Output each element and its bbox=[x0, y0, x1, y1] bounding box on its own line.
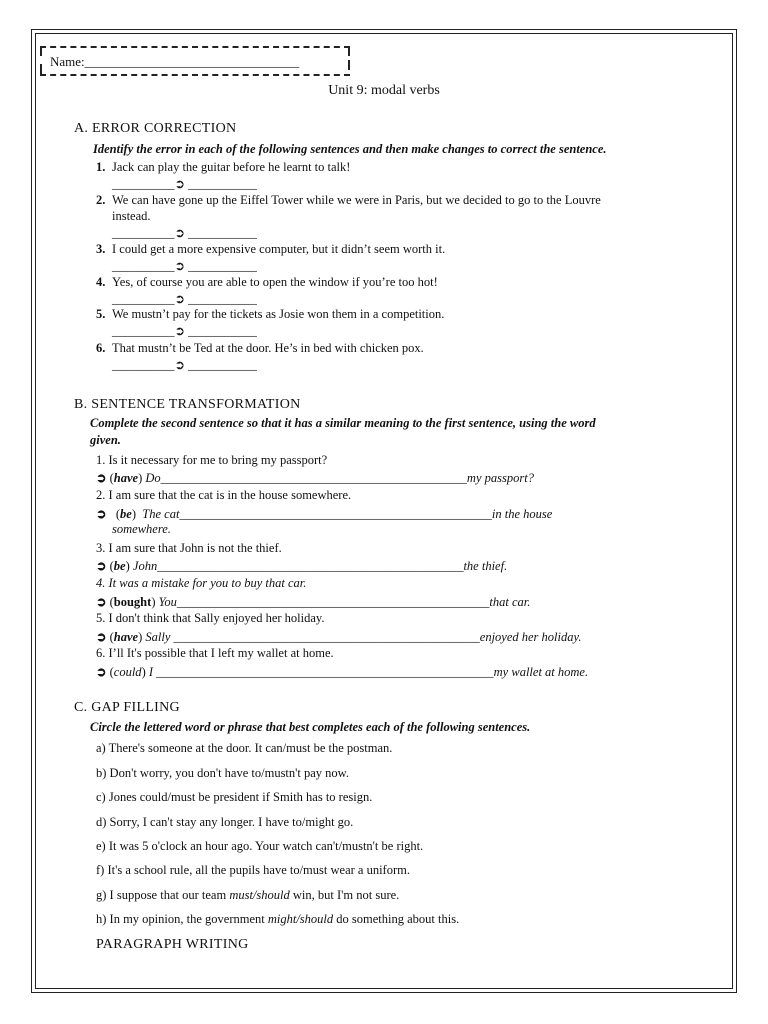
answer-line[interactable]: __________➲ ___________ bbox=[112, 358, 257, 372]
gap-fill-item: d) Sorry, I can't stay any longer. I have to/might go. bbox=[96, 815, 354, 829]
transformation-line: ➲ (have) Sally _________________________________________________enjoyed her holiday. bbox=[96, 630, 582, 644]
prompt-sentence: 6. I’ll It's possible that I left my wallet at home. bbox=[96, 646, 334, 660]
transformation-line: ➲ (have) Do_________________________________________________my passport? bbox=[96, 471, 534, 485]
answer-line[interactable]: __________➲ ___________ bbox=[112, 324, 257, 338]
sentence: I could get a more expensive computer, but it didn’t seem worth it. bbox=[112, 242, 446, 256]
arrow-icon: ➲ bbox=[96, 507, 107, 521]
transformation-line: ➲ (be) John_________________________________________________the thief. bbox=[96, 559, 508, 573]
name-field[interactable]: Name:_________________________________ bbox=[50, 54, 300, 69]
section-b-instruction-cont: given. bbox=[90, 433, 121, 447]
prompt-sentence: 2. I am sure that the cat is in the house somewhere. bbox=[96, 488, 352, 502]
answer-blank[interactable]: _________________________________________________ bbox=[160, 471, 467, 485]
answer-blank[interactable]: __________________________________________________ bbox=[179, 507, 492, 521]
gap-fill-item: g) I suppose that our team must/should win, but I'm not sure. bbox=[96, 888, 400, 902]
arrow-icon: ➲ bbox=[96, 630, 107, 644]
prompt-sentence: 1. Is it necessary for me to bring my passport? bbox=[96, 453, 328, 467]
given-word: have bbox=[113, 630, 139, 644]
prompt-sentence: 5. I don't think that Sally enjoyed her holiday. bbox=[96, 611, 325, 625]
arrow-icon: ➲ bbox=[96, 665, 107, 679]
transformation-line: ➲ (could) I ______________________________________________________my wallet at home. bbox=[96, 665, 589, 679]
transformation-line: ➲ (bought) You__________________________________________________that car. bbox=[96, 595, 531, 609]
sentence: Yes, of course you are able to open the window if you’re too hot! bbox=[112, 275, 438, 289]
given-word: have bbox=[113, 471, 139, 485]
given-word: be bbox=[120, 507, 132, 521]
answer-line[interactable]: __________➲ ___________ bbox=[112, 292, 257, 306]
sentence: We mustn’t pay for the tickets as Josie won them in a competition. bbox=[112, 307, 445, 321]
given-word: could bbox=[113, 665, 142, 679]
section-b-instruction: Complete the second sentence so that it has a similar meaning to the first sentence, using the word bbox=[90, 416, 596, 430]
section-c-instruction: Circle the lettered word or phrase that best completes each of the following sentences. bbox=[90, 720, 531, 734]
sentence: Jack can play the guitar before he learnt to talk! bbox=[112, 160, 351, 174]
section-b-heading: B. SENTENCE TRANSFORMATION bbox=[74, 397, 301, 412]
worksheet-title: Unit 9: modal verbs bbox=[328, 83, 440, 98]
section-c-heading: C. GAP FILLING bbox=[74, 700, 180, 715]
gap-fill-item: c) Jones could/must be president if Smith has to resign. bbox=[96, 790, 373, 804]
answer-line[interactable]: __________➲ ___________ bbox=[112, 226, 257, 240]
gap-fill-item: a) There's someone at the door. It can/must be the postman. bbox=[96, 741, 393, 755]
given-word: be bbox=[113, 559, 126, 573]
transformation-line: ➲ (be) The cat__________________________________________________in the house bbox=[96, 507, 553, 521]
answer-line[interactable]: __________➲ ___________ bbox=[112, 177, 257, 191]
arrow-icon: ➲ bbox=[96, 595, 107, 609]
answer-blank[interactable]: _________________________________________________ bbox=[157, 559, 464, 573]
prompt-sentence: 3. I am sure that John is not the thief. bbox=[96, 541, 282, 555]
given-word: bought bbox=[113, 595, 152, 609]
arrow-icon: ➲ bbox=[96, 471, 107, 485]
answer-blank[interactable]: _________________________________________________ bbox=[173, 630, 480, 644]
sentence: That mustn’t be Ted at the door. He’s in bed with chicken pox. bbox=[112, 341, 424, 355]
gap-fill-item: e) It was 5 o'clock an hour ago. Your watch can't/mustn't be right. bbox=[96, 839, 424, 853]
sentence: We can have gone up the Eiffel Tower while we were in Paris, but we decided to go to the Louvre bbox=[112, 193, 601, 207]
sentence-cont: instead. bbox=[112, 209, 151, 223]
prompt-sentence: 4. It was a mistake for you to buy that car. bbox=[96, 576, 307, 590]
section-a-heading: A. ERROR CORRECTION bbox=[74, 121, 237, 136]
section-a-instruction: Identify the error in each of the following sentences and then make changes to correct the sentence. bbox=[93, 142, 607, 156]
answer-blank[interactable]: __________________________________________________ bbox=[176, 595, 490, 609]
section-d-heading: PARAGRAPH WRITING bbox=[96, 937, 249, 952]
answer-line[interactable]: __________➲ ___________ bbox=[112, 259, 257, 273]
answer-blank[interactable]: ______________________________________________________ bbox=[156, 665, 494, 679]
gap-fill-item: h) In my opinion, the government might/should do something about this. bbox=[96, 912, 460, 926]
gap-fill-item: b) Don't worry, you don't have to/mustn't pay now. bbox=[96, 766, 350, 780]
transformation-line-cont: somewhere. bbox=[112, 522, 171, 536]
name-box bbox=[40, 46, 350, 76]
arrow-icon: ➲ bbox=[96, 559, 107, 573]
gap-fill-item: f) It's a school rule, all the pupils have to/must wear a uniform. bbox=[96, 863, 410, 877]
